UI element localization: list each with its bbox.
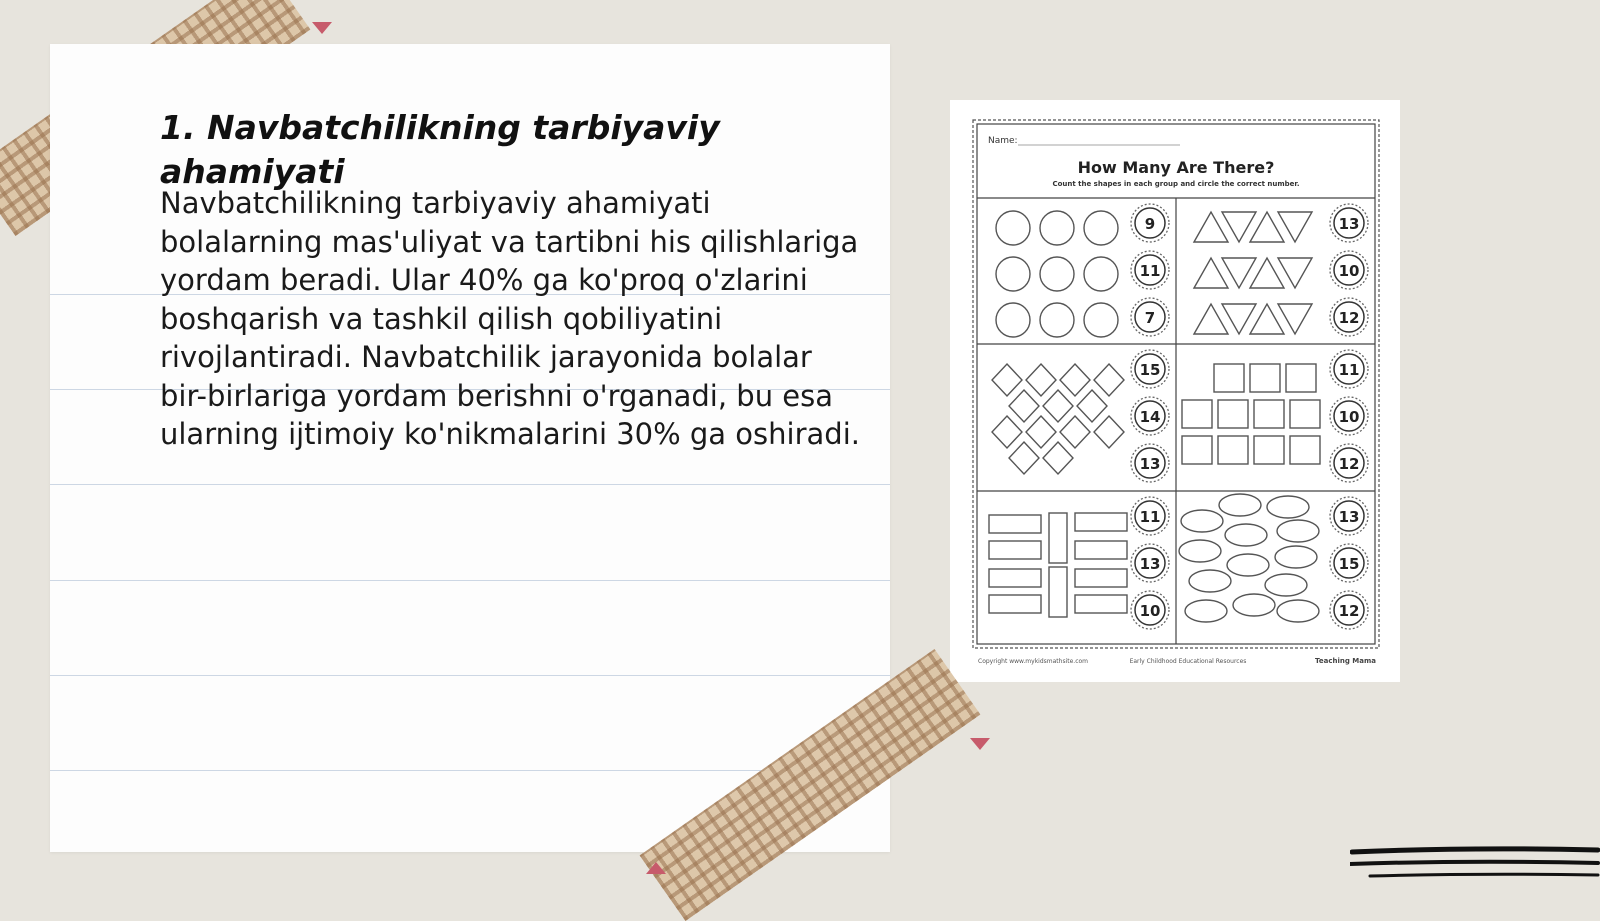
- notebook-paper: [50, 44, 890, 852]
- answer-number: 13: [1338, 508, 1360, 526]
- ruled-line: [50, 580, 890, 581]
- answer-number: 12: [1338, 309, 1360, 327]
- worksheet-panels: [989, 204, 1368, 629]
- diamond-shape: [1077, 390, 1107, 422]
- square-shape: [1218, 436, 1248, 464]
- square-shape: [1290, 436, 1320, 464]
- tape-pin-icon: [646, 862, 666, 874]
- triangle-shape: [1250, 212, 1284, 242]
- answer-number: 10: [1338, 408, 1360, 426]
- oval-shape: [1277, 600, 1319, 622]
- square-shape: [1290, 400, 1320, 428]
- diamond-shape: [1009, 390, 1039, 422]
- triangle-shape: [1194, 258, 1228, 288]
- oval-shape: [1275, 546, 1317, 568]
- rectangle-shape: [1049, 567, 1067, 617]
- diamond-shape: [1026, 416, 1056, 448]
- rectangle-shape: [1049, 513, 1067, 563]
- ruled-line: [50, 675, 890, 676]
- square-shape: [1218, 400, 1248, 428]
- rectangle-shape: [1075, 513, 1127, 531]
- square-shape: [1182, 436, 1212, 464]
- ruled-line: [50, 484, 890, 485]
- square-shape: [1254, 400, 1284, 428]
- oval-shape: [1185, 600, 1227, 622]
- diamond-shape: [992, 364, 1022, 396]
- rectangle-shape: [1075, 595, 1127, 613]
- worksheet-drawing: [950, 100, 1400, 682]
- oval-shape: [1181, 510, 1223, 532]
- answer-number: 7: [1144, 309, 1156, 327]
- answer-number: 10: [1139, 602, 1161, 620]
- tape-pin-icon: [312, 22, 332, 34]
- worksheet-footer-center: Early Childhood Educational Resources: [1129, 658, 1247, 665]
- oval-shape: [1225, 524, 1267, 546]
- circle-shape: [996, 257, 1030, 291]
- triangle-shape: [1278, 304, 1312, 334]
- circle-shape: [996, 211, 1030, 245]
- diamond-shape: [1043, 442, 1073, 474]
- triangle-shape: [1194, 304, 1228, 334]
- diamond-shape: [1060, 416, 1090, 448]
- slide-title: 1. Navbatchilikning tarbiyaviy ahamiyati: [160, 108, 720, 191]
- oval-shape: [1277, 520, 1319, 542]
- triangle-shape: [1278, 212, 1312, 242]
- oval-shape: [1267, 496, 1309, 518]
- oval-shape: [1233, 594, 1275, 616]
- circle-shape: [1040, 211, 1074, 245]
- answer-number: 11: [1338, 361, 1360, 379]
- worksheet-subtitle: Count the shapes in each group and circle the correct number.: [1052, 180, 1300, 188]
- diamond-shape: [1094, 364, 1124, 396]
- rectangle-shape: [989, 515, 1041, 533]
- circle-shape: [1084, 303, 1118, 337]
- worksheet-name-label: Name:: [988, 136, 1018, 146]
- worksheet-title: How Many Are There?: [1077, 158, 1275, 177]
- rectangle-shape: [1075, 541, 1127, 559]
- triangle-shape: [1250, 304, 1284, 334]
- brush-strokes-decoration: [1350, 846, 1600, 886]
- answer-number: 13: [1139, 555, 1161, 573]
- answer-number: 9: [1144, 215, 1156, 233]
- diamond-shape: [992, 416, 1022, 448]
- circle-shape: [1040, 257, 1074, 291]
- square-shape: [1182, 400, 1212, 428]
- oval-shape: [1219, 494, 1261, 516]
- oval-shape: [1189, 570, 1231, 592]
- triangle-shape: [1222, 212, 1256, 242]
- rectangle-shape: [989, 541, 1041, 559]
- tape-pin-icon: [970, 738, 990, 750]
- triangle-shape: [1278, 258, 1312, 288]
- answer-number: 15: [1139, 361, 1161, 379]
- square-shape: [1214, 364, 1244, 392]
- answer-number: 13: [1139, 455, 1161, 473]
- worksheet-image: [950, 100, 1400, 682]
- rectangle-shape: [989, 595, 1041, 613]
- answer-number: 15: [1338, 555, 1360, 573]
- circle-shape: [1084, 257, 1118, 291]
- rectangle-shape: [989, 569, 1041, 587]
- diamond-shape: [1026, 364, 1056, 396]
- circle-shape: [996, 303, 1030, 337]
- worksheet-footer-left: Copyright www.mykidsmathsite.com: [978, 658, 1089, 665]
- answer-number: 11: [1139, 508, 1161, 526]
- answer-number: 11: [1139, 262, 1161, 280]
- worksheet-footer-right: Teaching Mama: [1315, 657, 1376, 665]
- square-shape: [1250, 364, 1280, 392]
- triangle-shape: [1194, 212, 1228, 242]
- triangle-shape: [1222, 258, 1256, 288]
- answer-number: 10: [1338, 262, 1360, 280]
- answer-number: 12: [1338, 602, 1360, 620]
- diamond-shape: [1094, 416, 1124, 448]
- square-shape: [1286, 364, 1316, 392]
- oval-shape: [1227, 554, 1269, 576]
- circle-shape: [1040, 303, 1074, 337]
- diamond-shape: [1060, 364, 1090, 396]
- oval-shape: [1265, 574, 1307, 596]
- circle-shape: [1084, 211, 1118, 245]
- oval-shape: [1179, 540, 1221, 562]
- diamond-shape: [1009, 442, 1039, 474]
- slide-body-text: Navbatchilikning tarbiyaviy ahamiyati bolalarning mas'uliyat va tartibni his qilishlariga yordam beradi. Ular 40% ga ko'proq o'zlarini boshqarish va tashkil qilish qobiliyatini rivojlantiradi. Navbatchilik jarayonida bolalar bir-birlariga yordam berishni o'rganadi, bu esa ularning ijtimoiy ko'nikmalarini 30% ga oshiradi.: [160, 186, 860, 451]
- answer-number: 14: [1139, 408, 1161, 426]
- square-shape: [1254, 436, 1284, 464]
- answer-number: 12: [1338, 455, 1360, 473]
- triangle-shape: [1250, 258, 1284, 288]
- triangle-shape: [1222, 304, 1256, 334]
- diamond-shape: [1043, 390, 1073, 422]
- rectangle-shape: [1075, 569, 1127, 587]
- answer-number: 13: [1338, 215, 1360, 233]
